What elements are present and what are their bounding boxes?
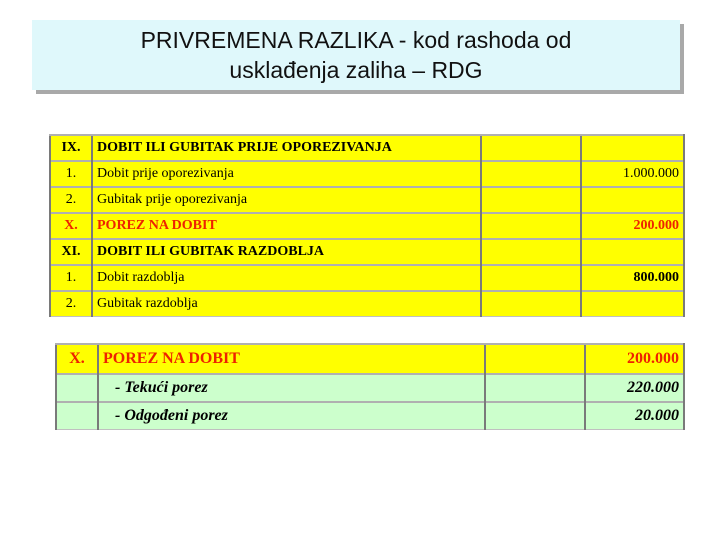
table-row <box>50 161 684 187</box>
amount-cell <box>581 239 684 265</box>
empty-cell <box>485 344 585 374</box>
empty-cell <box>481 161 581 187</box>
row-number-cell <box>56 402 98 430</box>
row-number-cell: XI. <box>50 239 92 265</box>
row-number-cell: X. <box>56 344 98 374</box>
row-label-cell: Dobit prije oporezivanja <box>92 161 481 187</box>
table-row <box>50 187 684 213</box>
amount-cell <box>581 291 684 317</box>
empty-cell <box>481 213 581 239</box>
amount-cell: 220.000 <box>585 374 684 402</box>
row-number-cell: 1. <box>50 265 92 291</box>
empty-cell <box>481 265 581 291</box>
row-label-cell: POREZ NA DOBIT <box>92 213 481 239</box>
table-row <box>50 291 684 317</box>
slide-title-box <box>32 20 680 90</box>
row-number-cell: 1. <box>50 161 92 187</box>
tax-breakdown-table <box>55 343 685 430</box>
row-number-cell: 2. <box>50 187 92 213</box>
table-row <box>56 344 684 374</box>
empty-cell <box>485 374 585 402</box>
table-row <box>56 374 684 402</box>
amount-cell: 200.000 <box>581 213 684 239</box>
amount-cell <box>581 135 684 161</box>
table-row <box>50 265 684 291</box>
empty-cell <box>485 402 585 430</box>
empty-cell <box>481 239 581 265</box>
row-number-cell <box>56 374 98 402</box>
row-label-cell: Gubitak prije oporezivanja <box>92 187 481 213</box>
amount-cell: 1.000.000 <box>581 161 684 187</box>
row-label-cell: Gubitak razdoblja <box>92 291 481 317</box>
row-label-cell: Dobit razdoblja <box>92 265 481 291</box>
row-number-cell: IX. <box>50 135 92 161</box>
row-label-cell: - Odgođeni porez <box>98 402 485 430</box>
amount-cell: 200.000 <box>585 344 684 374</box>
amount-cell: 800.000 <box>581 265 684 291</box>
table-row <box>50 239 684 265</box>
row-label-cell: DOBIT ILI GUBITAK PRIJE OPOREZIVANJA <box>92 135 481 161</box>
table-row <box>50 135 684 161</box>
row-label-cell: POREZ NA DOBIT <box>98 344 485 374</box>
empty-cell <box>481 135 581 161</box>
empty-cell <box>481 291 581 317</box>
table-row <box>50 213 684 239</box>
row-number-cell: 2. <box>50 291 92 317</box>
amount-cell: 20.000 <box>585 402 684 430</box>
slide-title-line-1: PRIVREMENA RAZLIKA - kod rashoda od <box>140 27 572 53</box>
profit-loss-table <box>49 134 685 317</box>
table-row <box>56 402 684 430</box>
row-number-cell: X. <box>50 213 92 239</box>
row-label-cell: - Tekući porez <box>98 374 485 402</box>
amount-cell <box>581 187 684 213</box>
slide-title-line-2: usklađenja zaliha – RDG <box>229 57 483 83</box>
empty-cell <box>481 187 581 213</box>
row-label-cell: DOBIT ILI GUBITAK RAZDOBLJA <box>92 239 481 265</box>
